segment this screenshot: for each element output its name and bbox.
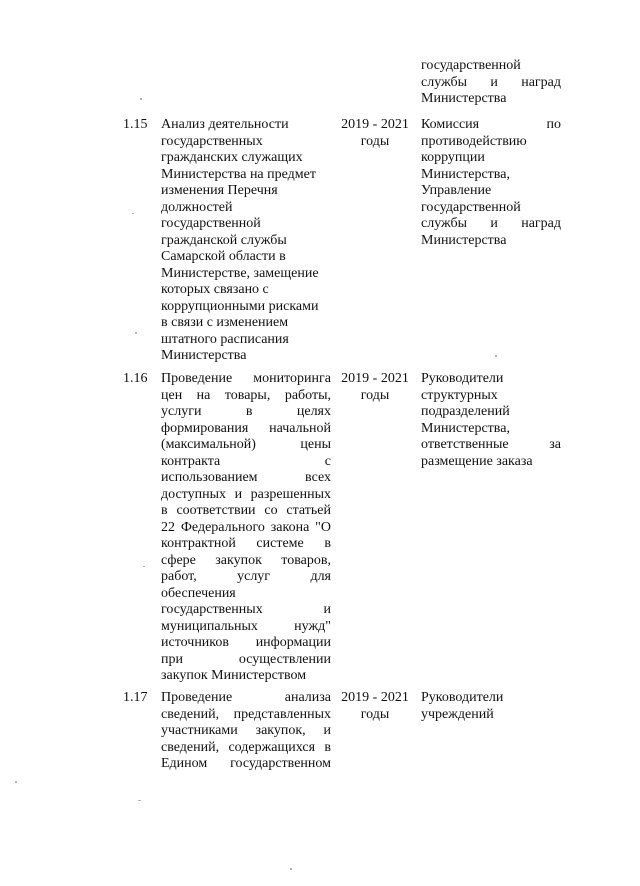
scan-speck: [140, 98, 142, 100]
text-line: Руководители: [421, 371, 504, 386]
text-line: Проведение анализа: [161, 690, 331, 705]
text-line: Проведение мониторинга: [161, 371, 331, 386]
row-responsible: [421, 690, 561, 723]
row-number: 1.15: [123, 117, 148, 132]
scan-speck: [143, 566, 145, 567]
text-line: государственной: [161, 216, 261, 231]
text-line: Министерства: [421, 91, 507, 106]
text-line: гражданских служащих: [161, 150, 303, 165]
period-range: 2019 - 2021: [341, 117, 409, 132]
text-line: государственных: [161, 133, 263, 149]
row-description: [161, 690, 331, 773]
text-line: источников информации: [161, 635, 331, 650]
text-line: обеспечения: [161, 585, 236, 601]
period-range: 2019 - 2021: [341, 690, 409, 705]
text-line: гражданской службы: [161, 232, 287, 248]
text-line: государственной: [421, 199, 521, 215]
text-line: которых связано с: [161, 282, 269, 297]
period-range: 2019 - 2021: [341, 371, 409, 386]
row-responsible: [421, 117, 561, 249]
text-line: использованием всех: [161, 470, 331, 485]
text-line: размещение заказа: [421, 453, 533, 469]
text-line: закупок Министерством: [161, 668, 307, 683]
text-line: услуги в целях: [161, 404, 331, 419]
text-line: контрактной системе в: [161, 536, 331, 551]
text-line: Министерства на предмет: [161, 166, 316, 182]
text-line: Министерстве, замещение: [161, 265, 319, 281]
text-line: противодействию: [421, 133, 527, 149]
text-line: ответственные за: [421, 437, 561, 452]
text-line: Министерства: [421, 232, 507, 248]
scan-speck: [138, 800, 141, 801]
text-line: государственных и: [161, 602, 331, 617]
row-number: 1.16: [123, 371, 148, 386]
row-period: [337, 117, 413, 150]
text-line: Управление: [421, 183, 492, 198]
text-line: Самарской области в: [161, 249, 286, 264]
text-line: участниками закупок, и: [161, 723, 331, 738]
text-line: в соответствии со статьей: [161, 503, 331, 518]
row-number: 1.17: [123, 690, 148, 705]
text-line: Комиссия по: [421, 117, 561, 132]
scan-speck: [132, 213, 134, 214]
text-line: изменения Перечня: [161, 183, 278, 198]
scan-speck: [495, 355, 497, 357]
text-line: коррупционными рисками: [161, 298, 319, 314]
continuation-responsible: [421, 58, 561, 108]
text-line: работ, услуг для: [161, 569, 331, 584]
row-responsible: [421, 371, 561, 470]
row-description: [161, 117, 331, 365]
text-line: службы и наград: [421, 216, 561, 231]
text-line: коррупции: [421, 150, 485, 165]
text-line: в связи с изменением: [161, 315, 289, 330]
text-line: подразделений: [421, 404, 510, 419]
row-period: [337, 371, 413, 404]
period-unit: годы: [360, 706, 390, 722]
text-line: сфере закупок товаров,: [161, 552, 331, 568]
text-line: учреждений: [421, 706, 494, 722]
period-unit: годы: [360, 387, 390, 403]
scan-speck: [290, 868, 292, 870]
text-line: структурных: [421, 387, 498, 403]
text-line: (максимальной) цены: [161, 437, 331, 452]
text-line: Министерства,: [421, 420, 510, 436]
text-line: Министерства: [161, 348, 247, 363]
text-line: при осуществлении: [161, 651, 331, 667]
scan-speck: [135, 332, 137, 334]
text-line: государственной: [421, 58, 521, 73]
text-line: Руководители: [421, 690, 504, 705]
text-line: Анализ деятельности: [161, 117, 289, 132]
row-period: [337, 690, 413, 723]
text-line: службы и наград: [421, 74, 561, 90]
row-description: [161, 371, 331, 685]
text-line: сведений, представленных: [161, 706, 331, 722]
period-unit: годы: [360, 133, 390, 149]
text-line: Министерства,: [421, 166, 510, 182]
text-line: муниципальных нужд": [161, 618, 331, 634]
scan-speck: [15, 781, 17, 783]
text-line: контракта с: [161, 453, 331, 469]
text-line: 22 Федерального закона "О: [161, 519, 331, 535]
text-line: формирования начальной: [161, 420, 331, 436]
text-line: сведений, содержащихся в: [161, 739, 331, 755]
text-line: штатного расписания: [161, 331, 289, 347]
text-line: Едином государственном: [161, 756, 331, 771]
text-line: должностей: [161, 199, 233, 215]
text-line: доступных и разрешенных: [161, 486, 331, 502]
text-line: цен на товары, работы,: [161, 387, 331, 403]
